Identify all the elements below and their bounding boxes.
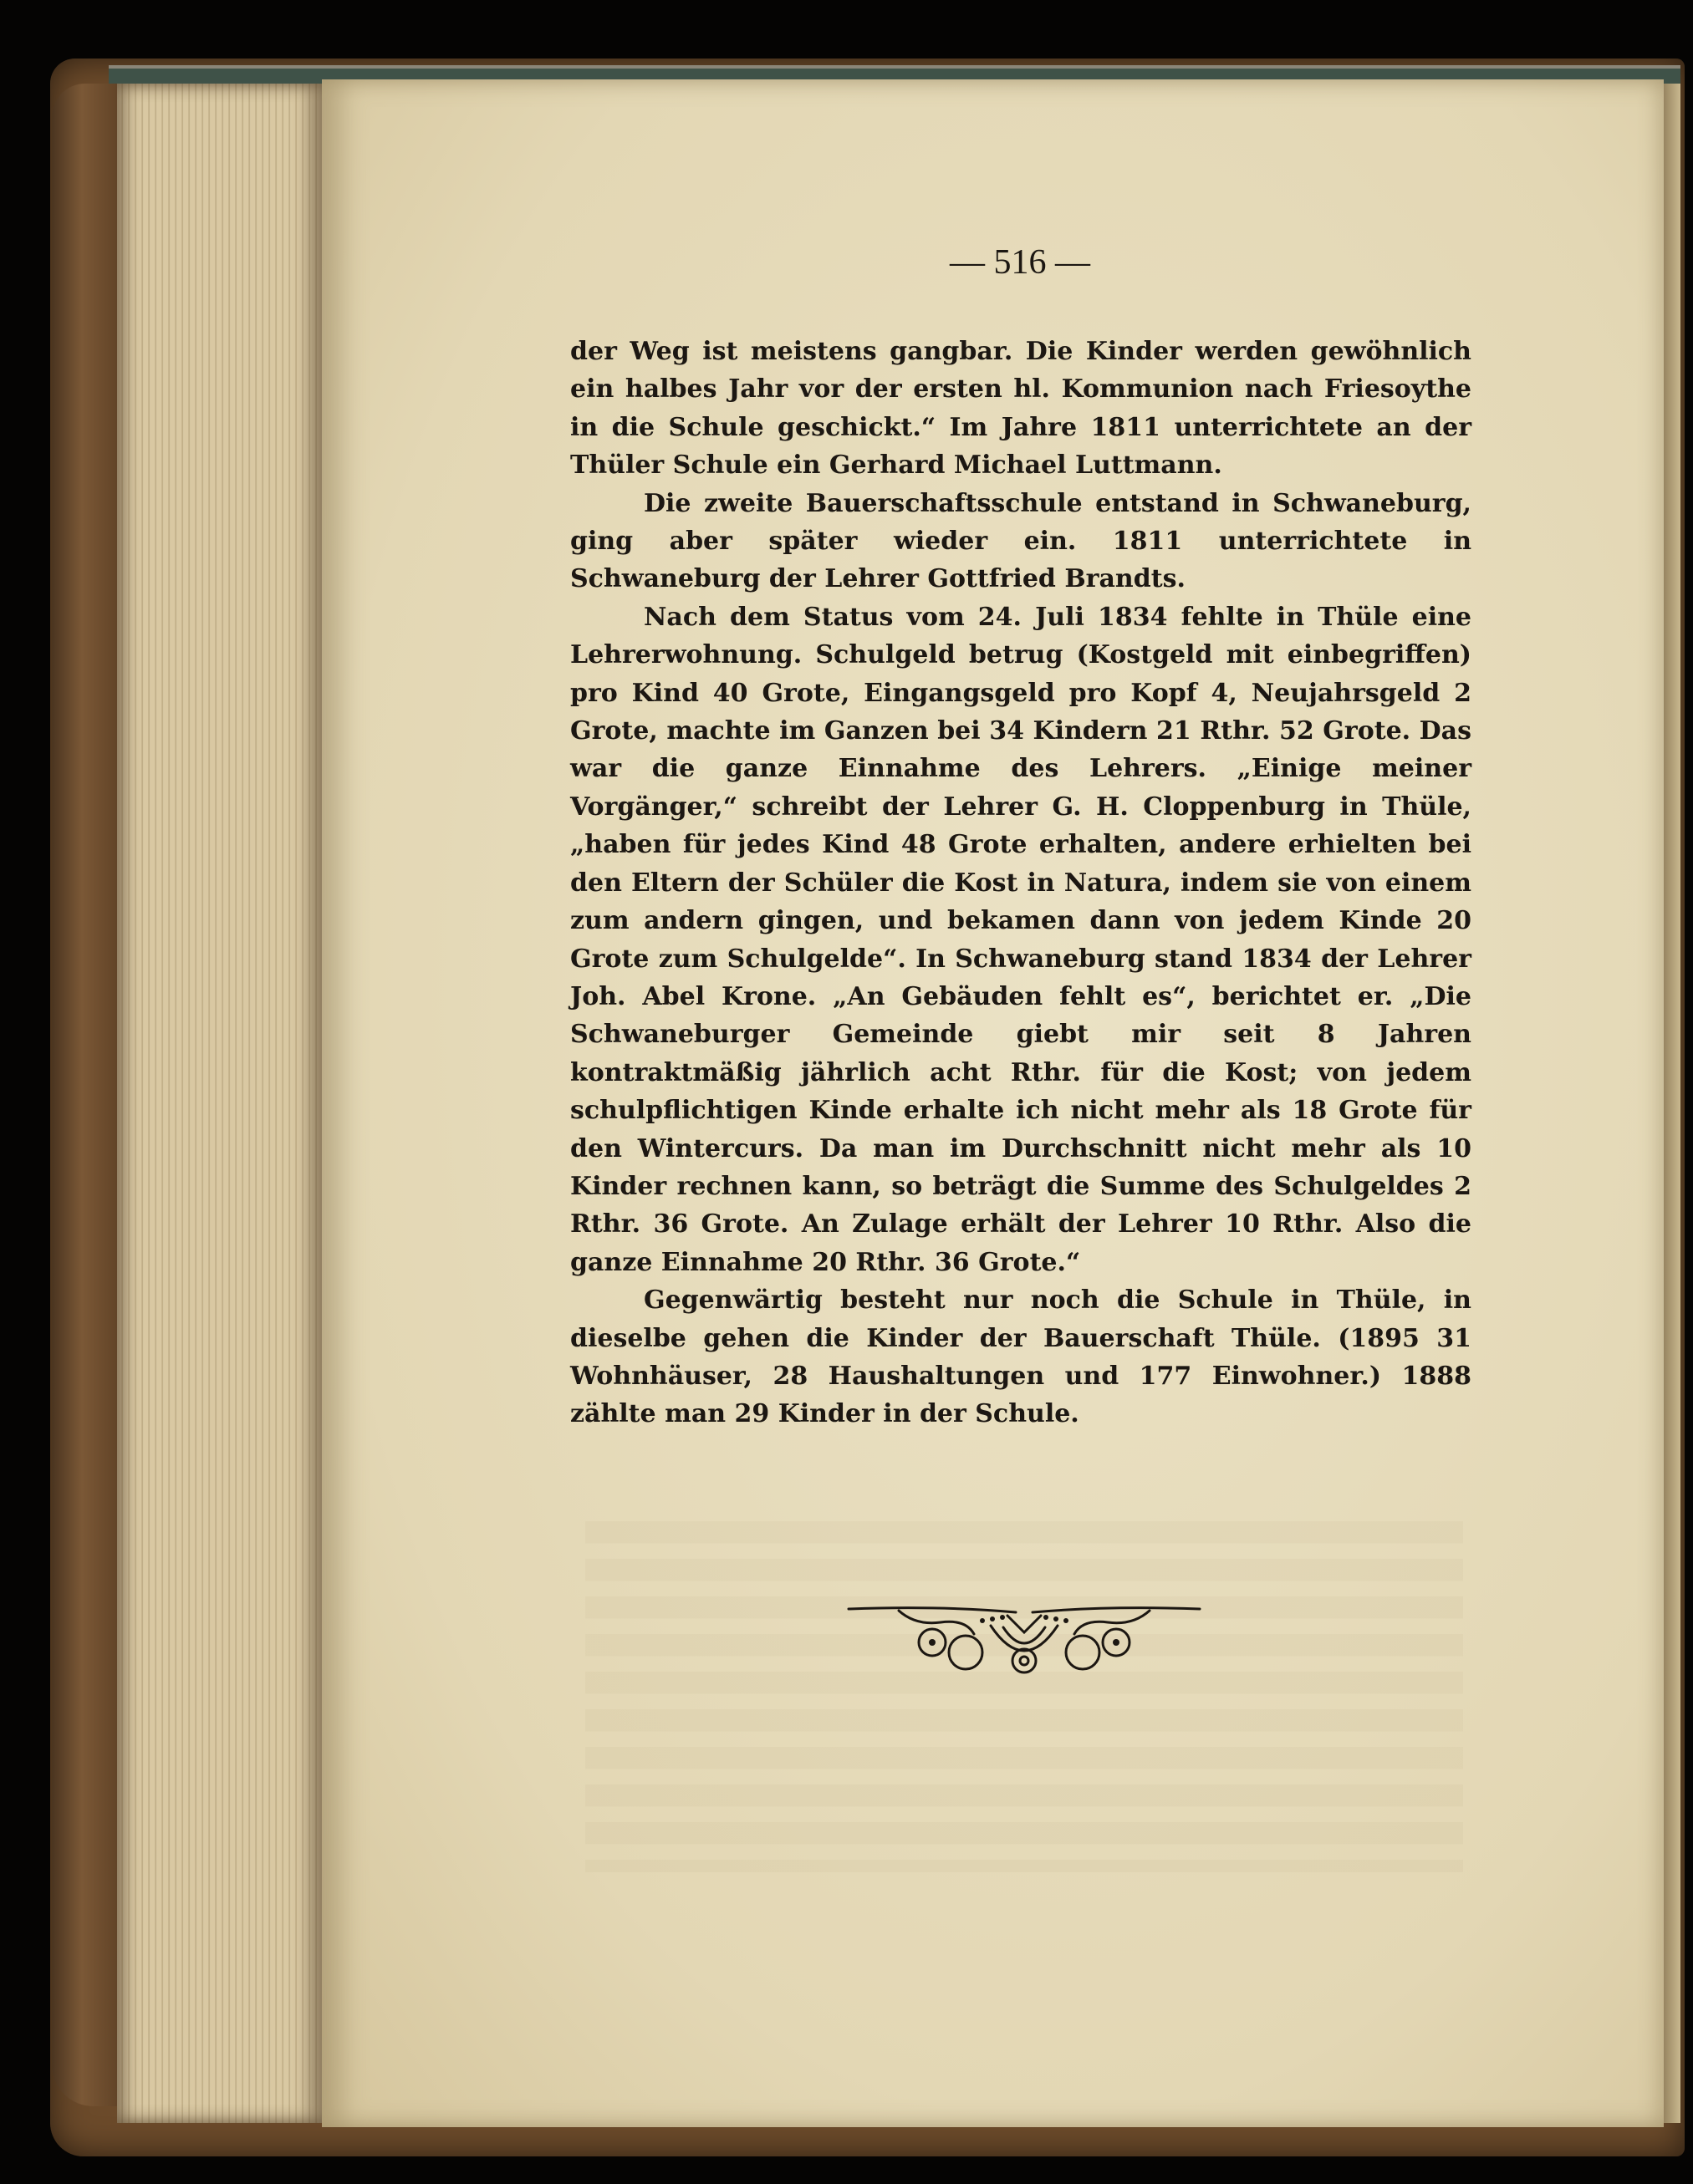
paragraph-2: Die zweite Bauerschaftsschule entstand in Schwaneburg, ging aber später wieder ein. 1811 unterrichtete in Schwaneburg der Lehrer Gottfried Brandts. <box>570 488 1471 594</box>
book-spine <box>52 84 127 2106</box>
paragraph-1: der Weg ist meistens gangbar. Die Kinder werden gewöhnlich ein halbes Jahr vor der ersten hl. Kommunion nach Friesoythe in die Schule geschickt.“ Im Jahre 1811 unterrichtete an der Thüler Schule ein Gerhard Michael Luttmann. <box>570 337 1471 481</box>
page-number: — 516 — <box>950 243 1090 282</box>
page-fore-edge <box>117 84 322 2123</box>
page-body-text <box>570 333 1471 1433</box>
bleed-through-text <box>585 1521 1463 1872</box>
tailpiece-flourish-icon <box>840 1601 1208 1684</box>
paragraph-4: Gegenwärtig besteht nur noch die Schule in Thüle, in dieselbe gehen die Kinder der Bauerschaft Thüle. (1895 31 Wohnhäuser, 28 Haushaltungen und 177 Einwohner.) 1888 zählte man 29 Kinder in der Schule. <box>570 1285 1471 1429</box>
paragraph-3: Nach dem Status vom 24. Juli 1834 fehlte in Thüle eine Lehrerwohnung. Schulgeld betrug (Kostgeld mit einbegriffen) pro Kind 40 Grote, Eingangsgeld pro Kopf 4, Neujahrsgeld 2 Grote, machte im Ganzen bei 34 Kindern 21 Rthr. 52 Grote. Das war die ganze Einnahme des Lehrers. „Einige meiner Vorgänger,“ schreibt der Lehrer G. H. Cloppenburg in Thüle, „haben für jedes Kind 48 Grote erhalten, andere erhielten bei den Eltern der Schüler die Kost in Natura, indem sie von einem zum andern gingen, und bekamen dann von jedem Kinde 20 Grote zum Schulgelde“. In Schwaneburg stand 1834 der Lehrer Joh. Abel Krone. „An Gebäuden fehlt es“, berichtet er. „Die Schwaneburger Gemeinde giebt mir seit 8 Jahren kontraktmäßig jährlich acht Rthr. für die Kost; von jedem schulpflichtigen Kinde erhalte ich nicht mehr als 18 Grote für den Wintercurs. Da man im Durchschnitt nicht mehr als 10 Kinder rechnen kann, so beträgt die Summe des Schulgeldes 2 Rthr. 36 Grote. An Zulage erhält der Lehrer 10 Rthr. Also die ganze Einnahme 20 Rthr. 36 Grote.“ <box>570 602 1471 1277</box>
